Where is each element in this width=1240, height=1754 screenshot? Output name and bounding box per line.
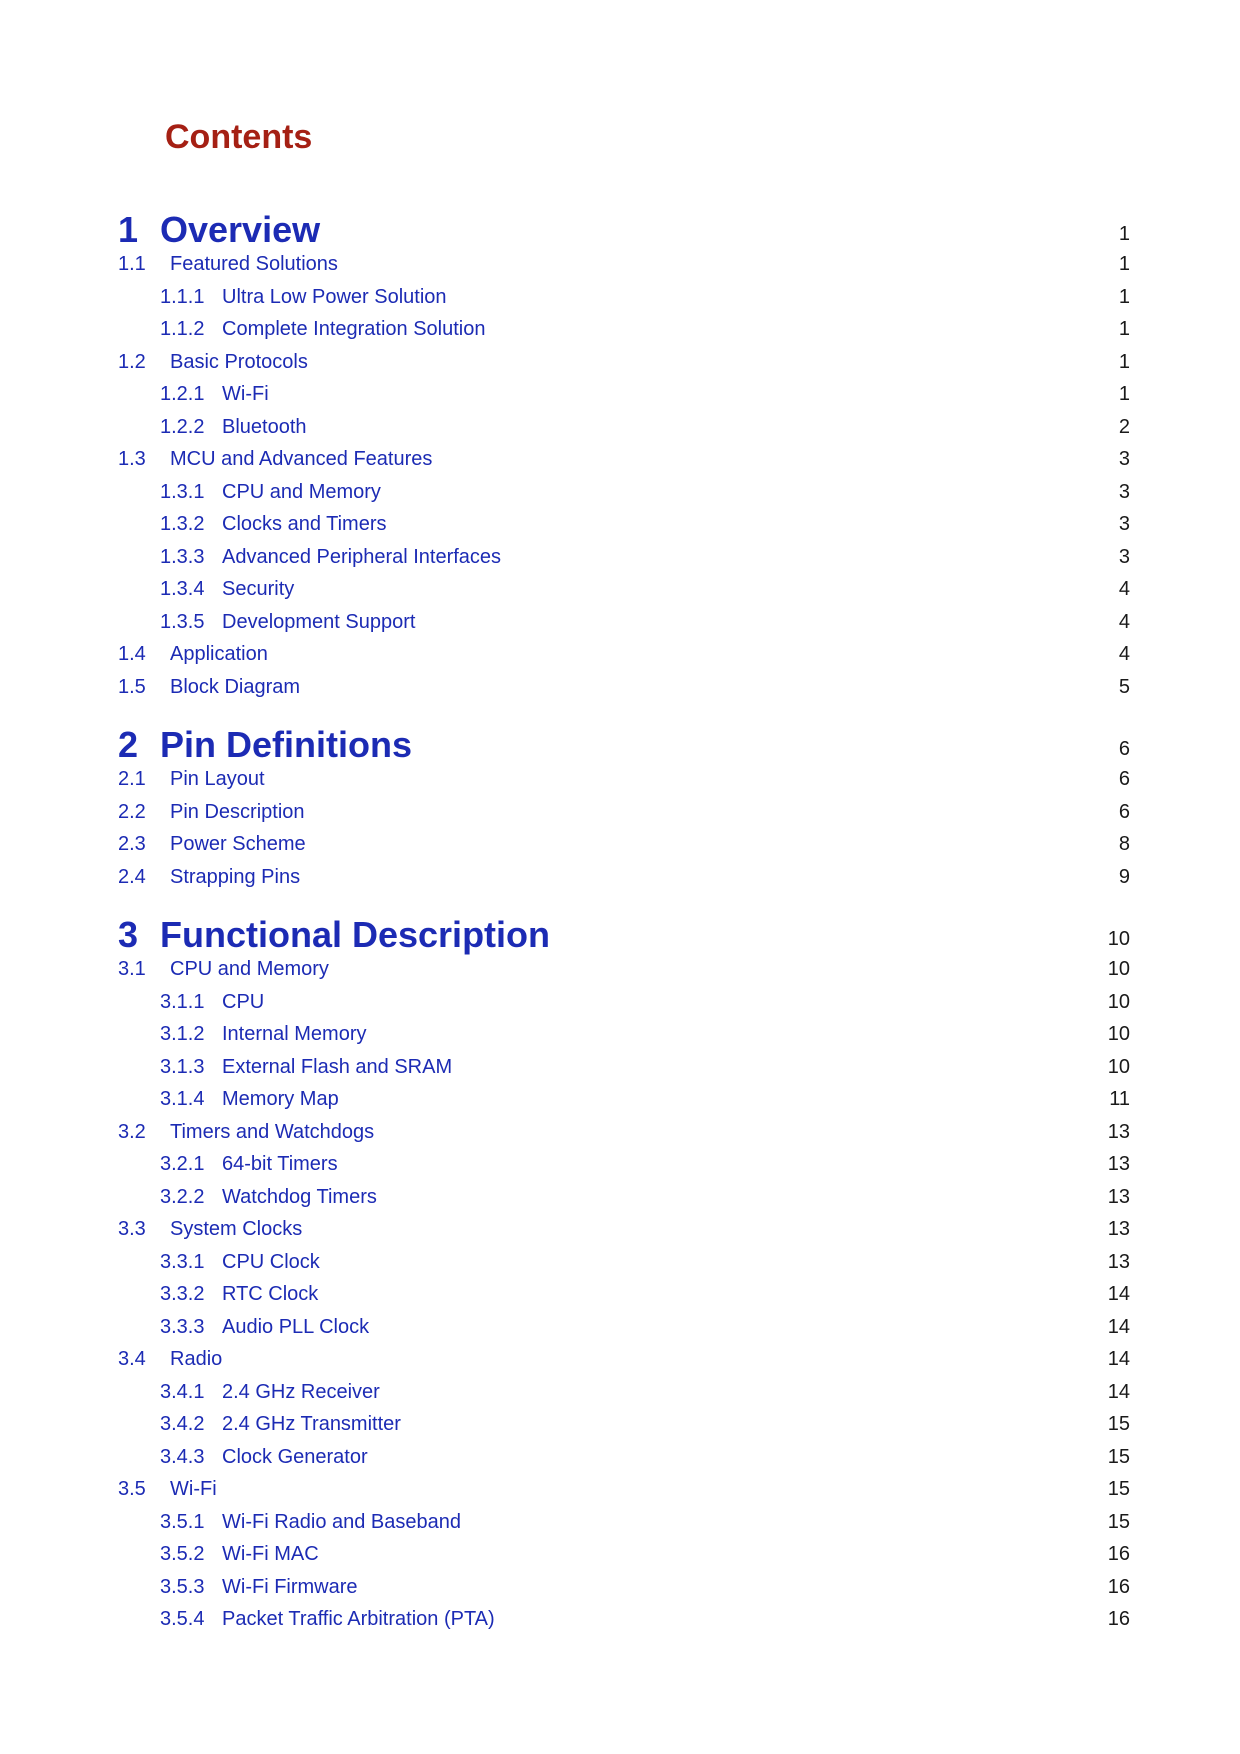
toc-number: 1.3 — [118, 448, 146, 470]
toc-page-number: 16 — [1107, 1608, 1130, 1630]
toc-label: Wi-Fi — [222, 383, 269, 405]
toc-number: 3 — [118, 914, 139, 955]
toc-section[interactable] — [0, 828, 1240, 860]
toc-subsection[interactable] — [0, 1278, 1240, 1310]
toc-number: 3.1 — [118, 958, 146, 980]
toc-number: 3.3.2 — [160, 1283, 205, 1305]
toc-chapter[interactable] — [0, 723, 1240, 767]
toc-number: 1.2.1 — [160, 383, 205, 405]
toc-page-number: 4 — [1118, 578, 1130, 600]
toc-subsection[interactable] — [0, 1506, 1240, 1538]
toc-page-number: 13 — [1107, 1218, 1130, 1240]
toc-number: 1.2 — [118, 351, 146, 373]
toc-page-number: 1 — [1118, 318, 1130, 340]
toc-label: Power Scheme — [170, 833, 306, 855]
toc-number: 2 — [118, 724, 139, 765]
toc-number: 1.2.2 — [160, 416, 205, 438]
toc-label: Wi-Fi Radio and Baseband — [222, 1511, 462, 1533]
toc-label: Overview — [160, 209, 321, 250]
toc-page-number: 3 — [1118, 481, 1130, 503]
toc-page-number: 6 — [1118, 738, 1130, 760]
toc-subsection[interactable] — [0, 1571, 1240, 1603]
toc-page-number: 11 — [1109, 1088, 1130, 1110]
toc-section[interactable] — [0, 1343, 1240, 1375]
toc-number: 3.1.1 — [160, 991, 205, 1013]
toc-label: Clock Generator — [222, 1446, 368, 1468]
toc-page-number: 6 — [1118, 768, 1130, 790]
toc-label: Watchdog Timers — [222, 1186, 377, 1208]
toc-page-number: 1 — [1118, 253, 1130, 275]
toc-number: 2.2 — [118, 801, 146, 823]
toc-number: 1.3.3 — [160, 546, 205, 568]
toc-subsection[interactable] — [0, 1083, 1240, 1115]
toc-label: Strapping Pins — [170, 866, 301, 888]
toc-label: Packet Traffic Arbitration (PTA) — [222, 1608, 495, 1630]
toc-label: Complete Integration Solution — [222, 318, 486, 340]
toc-subsection[interactable] — [0, 541, 1240, 573]
toc-page-number: 14 — [1107, 1316, 1130, 1338]
toc-number: 3.4.2 — [160, 1413, 205, 1435]
toc-page-number: 15 — [1107, 1511, 1130, 1533]
toc-section[interactable] — [0, 763, 1240, 795]
toc-number: 1.4 — [118, 643, 146, 665]
toc-subsection[interactable] — [0, 476, 1240, 508]
toc-label: 64-bit Timers — [222, 1153, 338, 1175]
page-title: Contents — [165, 118, 313, 156]
toc-label: Wi-Fi — [170, 1478, 217, 1500]
toc-page-number: 10 — [1107, 991, 1130, 1013]
toc-section[interactable] — [0, 1213, 1240, 1245]
toc-label: RTC Clock — [222, 1283, 319, 1305]
toc-label: Featured Solutions — [170, 253, 338, 275]
toc-number: 1.3.2 — [160, 513, 205, 535]
toc-section[interactable] — [0, 248, 1240, 280]
toc-label: Audio PLL Clock — [222, 1316, 370, 1338]
toc-label: Wi-Fi MAC — [222, 1543, 319, 1565]
toc-number: 3.1.3 — [160, 1056, 205, 1078]
toc-page-number: 15 — [1107, 1478, 1130, 1500]
toc-number: 2.3 — [118, 833, 146, 855]
toc-subsection[interactable] — [0, 986, 1240, 1018]
toc-number: 1.3.5 — [160, 611, 205, 633]
toc-subsection[interactable] — [0, 281, 1240, 313]
toc-subsection[interactable] — [0, 1246, 1240, 1278]
toc-number: 3.2 — [118, 1121, 146, 1143]
toc-subsection[interactable] — [0, 573, 1240, 605]
toc-chapter[interactable] — [0, 208, 1240, 252]
toc-number: 1.5 — [118, 676, 146, 698]
toc-subsection[interactable] — [0, 606, 1240, 638]
toc-subsection[interactable] — [0, 1408, 1240, 1440]
toc-label: Development Support — [222, 611, 416, 633]
toc-number: 3.3.1 — [160, 1251, 205, 1273]
toc-number: 1.3.4 — [160, 578, 205, 600]
toc-label: Clocks and Timers — [222, 513, 387, 535]
toc-label: Functional Description — [160, 914, 551, 955]
toc-number: 3.4.1 — [160, 1381, 205, 1403]
toc-number: 3.4 — [118, 1348, 146, 1370]
toc-number: 3.2.2 — [160, 1186, 205, 1208]
toc-subsection[interactable] — [0, 378, 1240, 410]
toc-page-number: 3 — [1118, 448, 1130, 470]
toc-label: Radio — [170, 1348, 223, 1370]
toc-page-number: 5 — [1118, 676, 1130, 698]
toc-number: 3.5.1 — [160, 1511, 205, 1533]
toc-section[interactable] — [0, 671, 1240, 703]
toc-page-number: 9 — [1118, 866, 1130, 888]
toc-page-number: 13 — [1107, 1186, 1130, 1208]
toc-number: 1 — [118, 209, 139, 250]
toc-number: 3.1.2 — [160, 1023, 205, 1045]
toc-number: 3.5.4 — [160, 1608, 205, 1630]
toc-section[interactable] — [0, 953, 1240, 985]
toc-page-number: 3 — [1118, 546, 1130, 568]
toc-label: 2.4 GHz Receiver — [222, 1381, 380, 1403]
toc-page-number: 2 — [1118, 416, 1130, 438]
toc-section[interactable] — [0, 443, 1240, 475]
toc-subsection[interactable] — [0, 1376, 1240, 1408]
toc-subsection[interactable] — [0, 1311, 1240, 1343]
toc-page-number: 14 — [1107, 1348, 1130, 1370]
toc-label: System Clocks — [170, 1218, 303, 1240]
toc-number: 2.4 — [118, 866, 146, 888]
toc-label: CPU and Memory — [222, 481, 381, 503]
toc-page-number: 1 — [1118, 286, 1130, 308]
toc-page-number: 16 — [1107, 1543, 1130, 1565]
toc-page-number: 4 — [1118, 611, 1130, 633]
toc-page-number: 10 — [1107, 1056, 1130, 1078]
toc-label: Advanced Peripheral Interfaces — [222, 546, 502, 568]
toc-subsection[interactable] — [0, 411, 1240, 443]
toc-page-number: 14 — [1107, 1381, 1130, 1403]
toc-subsection[interactable] — [0, 1051, 1240, 1083]
toc-subsection[interactable] — [0, 1538, 1240, 1570]
toc-section[interactable] — [0, 346, 1240, 378]
toc-label: CPU and Memory — [170, 958, 329, 980]
toc-section[interactable] — [0, 1116, 1240, 1148]
toc-number: 2.1 — [118, 768, 146, 790]
toc-page-number: 6 — [1118, 801, 1130, 823]
toc-page-number: 1 — [1118, 351, 1130, 373]
toc-label: CPU — [222, 991, 265, 1013]
toc-number: 1.1.2 — [160, 318, 205, 340]
toc-label: Memory Map — [222, 1088, 339, 1110]
toc-label: Ultra Low Power Solution — [222, 286, 447, 308]
toc-label: Block Diagram — [170, 676, 301, 698]
toc-label: External Flash and SRAM — [222, 1056, 453, 1078]
toc-number: 3.5.2 — [160, 1543, 205, 1565]
toc-label: MCU and Advanced Features — [170, 448, 433, 470]
toc-subsection[interactable] — [0, 1603, 1240, 1635]
toc-number: 3.2.1 — [160, 1153, 205, 1175]
toc-label: Pin Description — [170, 801, 305, 823]
toc-page-number: 13 — [1107, 1153, 1130, 1175]
toc-chapter[interactable] — [0, 913, 1240, 957]
toc-label: 2.4 GHz Transmitter — [222, 1413, 401, 1435]
toc-number: 3.5 — [118, 1478, 146, 1500]
toc-number: 1.1 — [118, 253, 146, 275]
toc-label: CPU Clock — [222, 1251, 320, 1273]
toc-label: Application — [170, 643, 268, 665]
toc-number: 1.1.1 — [160, 286, 205, 308]
toc-page-number: 10 — [1107, 958, 1130, 980]
toc-number: 3.5.3 — [160, 1576, 205, 1598]
toc-label: Internal Memory — [222, 1023, 367, 1045]
toc-number: 3.3 — [118, 1218, 146, 1240]
toc-label: Bluetooth — [222, 416, 307, 438]
toc-label: Basic Protocols — [170, 351, 308, 373]
toc-page-number: 10 — [1107, 928, 1130, 950]
toc-page-number: 4 — [1118, 643, 1130, 665]
toc-page-number: 10 — [1107, 1023, 1130, 1045]
toc-subsection[interactable] — [0, 1181, 1240, 1213]
toc-number: 3.3.3 — [160, 1316, 205, 1338]
toc-section[interactable] — [0, 1473, 1240, 1505]
toc-number: 1.3.1 — [160, 481, 205, 503]
toc-section[interactable] — [0, 796, 1240, 828]
toc-page-number: 15 — [1107, 1446, 1130, 1468]
toc-section[interactable] — [0, 861, 1240, 893]
toc-page-number: 1 — [1118, 223, 1130, 245]
toc-section[interactable] — [0, 638, 1240, 670]
toc-page-number: 1 — [1118, 383, 1130, 405]
toc-page-number: 13 — [1107, 1121, 1130, 1143]
toc-subsection[interactable] — [0, 1148, 1240, 1180]
toc-number: 3.4.3 — [160, 1446, 205, 1468]
toc-page-number: 13 — [1107, 1251, 1130, 1273]
toc-label: Wi-Fi Firmware — [222, 1576, 358, 1598]
toc-page-number: 8 — [1118, 833, 1130, 855]
toc-label: Security — [222, 578, 295, 600]
toc-subsection[interactable] — [0, 508, 1240, 540]
toc-page-number: 14 — [1107, 1283, 1130, 1305]
toc-page-number: 3 — [1118, 513, 1130, 535]
toc-page-number: 15 — [1107, 1413, 1130, 1435]
toc-subsection[interactable] — [0, 313, 1240, 345]
toc-label: Pin Definitions — [160, 724, 412, 765]
toc-label: Timers and Watchdogs — [170, 1121, 375, 1143]
toc-page-number: 16 — [1107, 1576, 1130, 1598]
toc-label: Pin Layout — [170, 768, 265, 790]
toc-subsection[interactable] — [0, 1441, 1240, 1473]
toc-subsection[interactable] — [0, 1018, 1240, 1050]
toc-number: 3.1.4 — [160, 1088, 205, 1110]
